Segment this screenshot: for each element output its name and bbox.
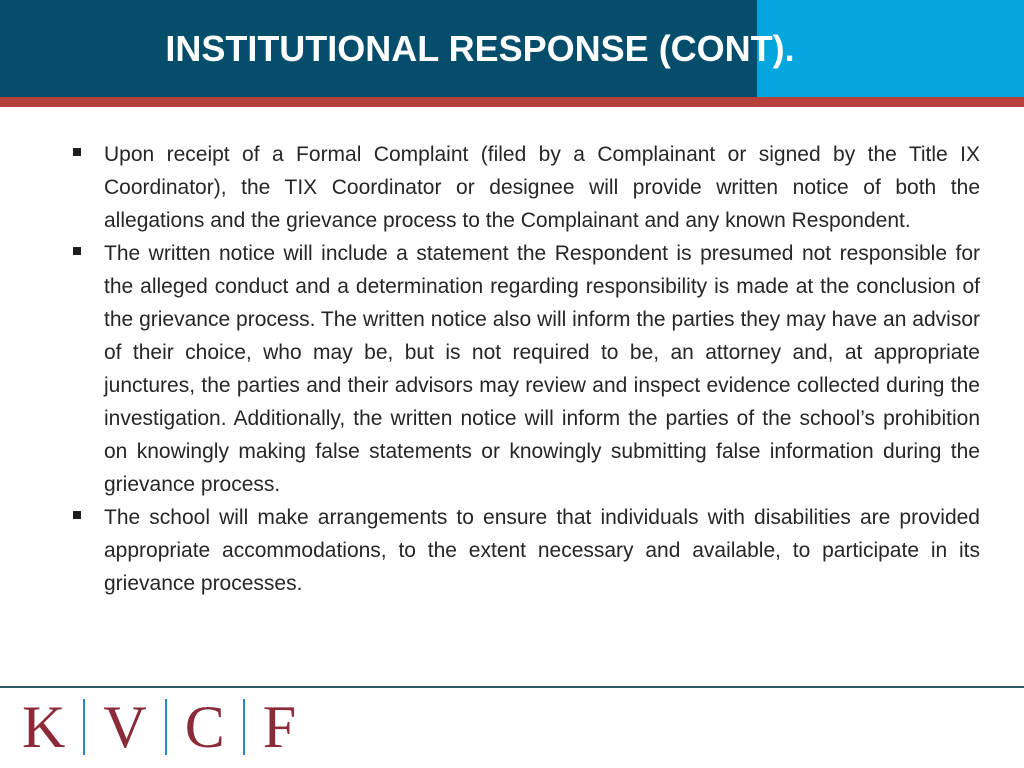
kvcf-logo (22, 696, 296, 758)
logo-letter-k: K (22, 694, 66, 760)
logo-separator (83, 699, 85, 755)
logo-letter-c: C (184, 694, 225, 760)
logo-separator (243, 699, 245, 755)
bullet-text: The school will make arrangements to ensure that individuals with disabilities are provided appropriate accommodations, to the extent necessary and available, to participate in its grievance processes. (104, 506, 980, 595)
square-bullet-icon (73, 148, 81, 156)
accent-stripe (0, 97, 1024, 107)
logo-letter-f: F (262, 694, 297, 760)
slide-title: INSTITUTIONAL RESPONSE (CONT). (165, 28, 795, 69)
footer-divider (0, 686, 1024, 688)
square-bullet-icon (73, 511, 81, 519)
bullet-item (72, 138, 980, 237)
slide-content (72, 138, 980, 600)
bullet-item (72, 501, 980, 600)
bullet-text: The written notice will include a statement the Respondent is presumed not responsible for the alleged conduct and a determination regarding responsibility is made at the conclusion of the grievance process. The written notice also will inform the parties they may have an advisor of their choice, who may be, but is not required to be, an attorney and, at appropriate junctures, the parties and their advisors may review and inspect evidence collected during the investigation. Additionally, the written notice will inform the parties of the school’s prohibition on knowingly making false statements or knowingly submitting false information during the grievance process. (104, 242, 980, 496)
bullet-item (72, 237, 980, 501)
logo-letter-v: V (103, 694, 147, 760)
bullet-list (72, 138, 980, 600)
bullet-text: Upon receipt of a Formal Complaint (filed by a Complainant or signed by the Title IX Coordinator), the TIX Coordinator or designee will provide written notice of both the allegations and the grievance process to the Complainant and any known Respondent. (104, 143, 980, 232)
logo-separator (165, 699, 167, 755)
square-bullet-icon (73, 247, 81, 255)
